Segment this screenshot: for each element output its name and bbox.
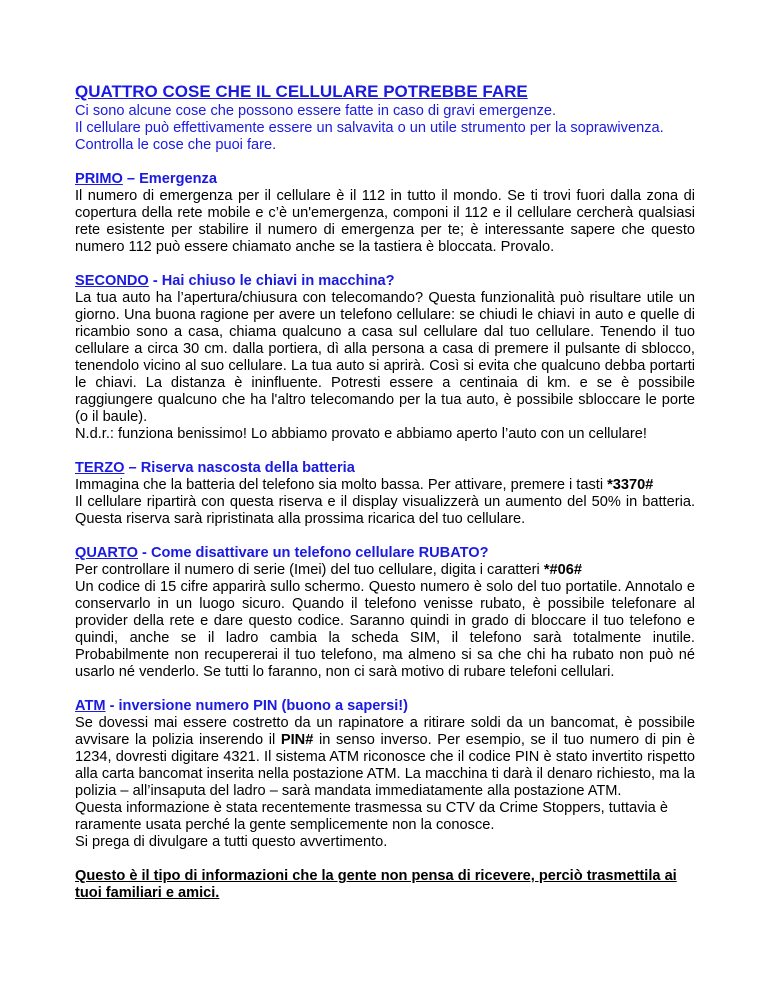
section-body-intro bbox=[75, 562, 695, 579]
section-secondo bbox=[75, 273, 695, 443]
section-primo bbox=[75, 171, 695, 256]
body-text: in senso inverso. Per esempio, se il tuo numero di pin è 1234, dovresti digitare 4321. Il sistema ATM riconosce che il codice PIN è stato invertito rispetto alla carta bancomat inserita nella postazione ATM. La macchina ti darà il denaro richiesto, ma la polizia – all’insaputa del ladro – sarà mandata immediatamente alla postazione ATM. bbox=[75, 732, 695, 799]
section-heading bbox=[75, 545, 695, 562]
section-title: – Emergenza bbox=[122, 171, 217, 187]
imei-code: *#06# bbox=[543, 562, 582, 578]
section-body bbox=[75, 715, 695, 800]
section-heading bbox=[75, 171, 695, 188]
section-heading bbox=[75, 273, 695, 290]
intro-line-2: Il cellulare può effettivamente essere un salvavita o un utile strumento per la soprawivenza. bbox=[75, 120, 664, 136]
section-note: N.d.r.: funziona benissimo! Lo abbiamo provato e abbiamo aperto l’auto con un cellulare! bbox=[75, 426, 647, 442]
section-title: – Riserva nascosta della batteria bbox=[124, 460, 355, 476]
body-text: Immagina che la batteria del telefono sia molto bassa. Per attivare, premere i tasti bbox=[75, 477, 608, 493]
pin-code: PIN# bbox=[280, 732, 314, 748]
section-terzo bbox=[75, 460, 695, 528]
closing-note: Questo è il tipo di informazioni che la gente non pensa di ricevere, perciò trasmettila ai tuoi familiari e amici. bbox=[75, 868, 677, 901]
section-key: PRIMO bbox=[75, 171, 123, 187]
section-title: - Come disattivare un telefono cellulare RUBATO? bbox=[137, 545, 489, 561]
section-key: SECONDO bbox=[75, 273, 149, 289]
document-page bbox=[75, 82, 695, 917]
body-text: Per controllare il numero di serie (Imei) del tuo cellulare, digita i caratteri bbox=[75, 562, 544, 578]
section-body: Il cellulare ripartirà con questa riserva e il display visualizzerà un aumento del 50% in batteria. Questa riserva sarà ripristinata alla prossima ricarica del tuo cellulare. bbox=[75, 494, 695, 527]
battery-code: *3370# bbox=[607, 477, 654, 493]
section-body: Il numero di emergenza per il cellulare è il 112 in tutto il mondo. Se ti trovi fuori dalla zona di copertura della rete mobile e c’è un'emergenza, componi il 112 e il cellulare cercherà qualsiasi rete esistente per stabilire il numero di emergenza per te; è interessante sapere che questo numero 112 può essere chiamato anche se la tastiera è bloccata. Provalo. bbox=[75, 188, 695, 255]
document-title: QUATTRO COSE CHE IL CELLULARE POTREBBE FARE bbox=[75, 82, 528, 101]
section-body-intro bbox=[75, 477, 695, 494]
section-title: - inversione numero PIN (buono a sapersi!) bbox=[105, 698, 408, 714]
section-quarto bbox=[75, 545, 695, 681]
section-body: La tua auto ha l’apertura/chiusura con telecomando? Questa funzionalità può risultare utile un giorno. Una buona ragione per avere un telefono cellulare: se chiudi le chiavi in auto e quelle di ricambio sono a casa, chiama qualcuno a casa sul cellulare dal tuo cellulare. Tenendo il tuo cellulare a circa 30 cm. dalla portiera, dì alla persona a casa di premere il pulsante di sblocco, tenendolo vicino al suo cellulare. La tua auto si aprirà. Così si evita che qualcuno debba portarti le chiavi. La distanza è ininfluente. Potresti essere a centinaia di km. e se è possibile raggiungere qualcuno che ha l'altro telecomando per la tua auto, è possibile sbloccare le porte (o il baule). bbox=[75, 290, 695, 425]
section-title: - Hai chiuso le chiavi in macchina? bbox=[148, 273, 395, 289]
body-text: Se dovessi mai essere costretto da un rapinatore a ritirare soldi da un bancomat, è possibile avvisare la polizia inserendo il bbox=[75, 715, 695, 748]
section-key: ATM bbox=[75, 698, 106, 714]
section-extra: Si prega di divulgare a tutti questo avvertimento. bbox=[75, 834, 388, 850]
section-key: QUARTO bbox=[75, 545, 138, 561]
intro-line-3: Controlla le cose che puoi fare. bbox=[75, 137, 277, 153]
section-atm bbox=[75, 698, 695, 851]
section-extra: Questa informazione è stata recentemente trasmessa su CTV da Crime Stoppers, tuttavia è raramente usata perché la gente semplicemente non la conosce. bbox=[75, 800, 668, 833]
section-heading bbox=[75, 698, 695, 715]
section-heading bbox=[75, 460, 695, 477]
intro-line-1: Ci sono alcune cose che possono essere fatte in caso di gravi emergenze. bbox=[75, 103, 557, 119]
intro-block bbox=[75, 103, 695, 154]
section-key: TERZO bbox=[75, 460, 125, 476]
section-body: Un codice di 15 cifre apparirà sullo schermo. Questo numero è solo del tuo portatile. Annotalo e conservarlo in un luogo sicuro. Quando il telefono venisse rubato, è possibile telefonare al provider della rete e dare questo codice. Saranno quindi in grado di bloccare il tuo telefono e quindi, anche se il ladro cambia la scheda SIM, il telefono sarà totalmente inutile. Probabilmente non recupererai il tuo telefono, ma almeno si sa che chi ha rubato non può né usarlo né venderlo. Se tutti lo faranno, non ci sarà motivo di rubare telefoni cellulari. bbox=[75, 579, 695, 680]
